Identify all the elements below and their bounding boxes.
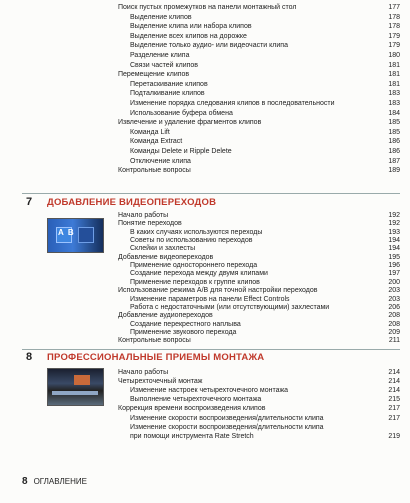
toc-entry-page: 203: [388, 287, 400, 295]
toc-entry-title: Понятие переходов: [118, 220, 182, 228]
toc-entry-page: 215: [388, 396, 400, 404]
toc-entry-page: 183: [388, 90, 400, 98]
footer-label: ОГЛАВЛЕНИЕ: [33, 477, 87, 486]
toc-entry-title: Начало работы: [118, 212, 169, 219]
toc-entry-title: Советы по использованию переходов: [130, 237, 253, 245]
toc-entry-title: Перемещение клипов: [118, 71, 190, 79]
toc-entry-page: 179: [388, 42, 400, 50]
toc-entry-title: Контрольные вопросы: [118, 167, 191, 175]
toc-entry-page: 217: [388, 414, 400, 422]
toc-entry: [118, 70, 400, 79]
toc-entry: [118, 377, 400, 386]
toc-entry: [130, 61, 400, 70]
toc-entry: [118, 404, 400, 413]
toc-entry-title: Выделение клипа или набора клипов: [130, 23, 252, 31]
toc-entry-page: 189: [388, 167, 400, 175]
toc-entry-page: 208: [388, 320, 400, 328]
toc-entry-page: 214: [388, 378, 400, 386]
toc-entry-page: 195: [388, 253, 400, 261]
toc-entry: [118, 3, 400, 12]
chapter-8-title: ПРОФЕССИОНАЛЬНЫЕ ПРИЕМЫ МОНТАЖА: [47, 352, 265, 363]
toc-entry-title: Выполнение четырехточечного монтажа: [130, 396, 262, 404]
toc-entry-title: Четырехточечный монтаж: [118, 378, 203, 386]
toc-entry: [130, 80, 400, 89]
toc-entry: [130, 22, 400, 31]
toc-entry-page: 217: [388, 405, 400, 413]
chapter-8-number: 8: [26, 351, 33, 363]
toc-entry-title: Работа с недостаточными (или отсутствующими) захлестами: [130, 303, 330, 311]
toc-entry-page: 185: [388, 128, 400, 136]
toc-entry: [130, 395, 400, 404]
toc-entry-page: 184: [388, 109, 400, 117]
toc-entry-page: 179: [388, 32, 400, 40]
toc-entry: [118, 368, 400, 377]
toc-entry-title: Контрольные вопросы: [118, 337, 191, 345]
toc-entry-page: 187: [388, 157, 400, 165]
toc-entry-page: 214: [388, 369, 400, 376]
toc-entry-title: Использование режима A/B для точной настройки переходов: [118, 287, 318, 295]
toc-entry-title: Отключение клипа: [130, 157, 191, 165]
toc-entry-title: Команды Delete и Ripple Delete: [130, 148, 232, 155]
page-footer: [22, 476, 87, 487]
toc-entry: [130, 41, 400, 50]
toc-entry: [118, 166, 400, 175]
toc-entry-page: 180: [388, 52, 400, 59]
toc-entry-page: 208: [388, 312, 400, 320]
toc-entry-title: Создание перехода между двумя клипами: [130, 270, 268, 278]
chapter-8-thumbnail: [47, 368, 104, 406]
toc-entry-title: Добавление аудиопереходов: [118, 312, 213, 320]
toc-entry-title: Применение одностороннего перехода: [130, 262, 258, 270]
toc-entry-page: 192: [388, 212, 400, 219]
toc-entry-title: Применение звукового перехода: [130, 328, 237, 336]
chapter-8-rule: [22, 349, 400, 350]
toc-entry: [130, 99, 400, 108]
thumb-label: A B: [58, 228, 74, 237]
toc-entry: [130, 13, 400, 22]
toc-entry-page: 214: [388, 387, 400, 395]
toc-entry: [130, 423, 400, 432]
toc-entry-title: Использование буфера обмена: [130, 109, 233, 117]
toc-entry-title: при помощи инструмента Rate Stretch: [130, 432, 254, 440]
toc-entry: [118, 336, 400, 345]
toc-entry: [130, 147, 400, 156]
toc-entry-title: Перетаскивание клипов: [130, 80, 208, 88]
toc-entry: [118, 118, 400, 127]
toc-entry-title: Выделение клипов: [130, 13, 192, 21]
toc-entry-page: 193: [388, 228, 400, 236]
toc-entry-title: Разделение клипа: [130, 52, 190, 59]
toc-entry-page: 177: [388, 4, 400, 11]
toc-entry-title: Изменение порядка следования клипов в последовательности: [130, 100, 335, 107]
toc-entry-page: 186: [388, 148, 400, 155]
toc-entry-page: 181: [388, 71, 400, 79]
toc-entry: [130, 51, 400, 60]
chapter-7-title: ДОБАВЛЕНИЕ ВИДЕОПЕРЕХОДОВ: [47, 197, 217, 208]
toc-entry: [130, 32, 400, 41]
toc-entry-title: Связи частей клипов: [130, 61, 199, 69]
toc-entry-title: Изменение скорости воспроизведения/длительности клипа: [130, 414, 324, 422]
toc-entry-title: Применение переходов к группе клипов: [130, 278, 260, 286]
toc-entry-title: Склейки и захлесты: [130, 245, 196, 253]
chapter-7-rule: [22, 193, 400, 194]
thumb-clip: [74, 375, 90, 385]
toc-entry-page: 194: [388, 237, 400, 245]
transition-b-block: [78, 227, 94, 243]
toc-entry: [130, 137, 400, 146]
toc-entry: [130, 432, 400, 441]
toc-entry-page: 206: [388, 303, 400, 311]
toc-entry-title: Добавление видеопереходов: [118, 253, 214, 261]
toc-entry-title: Выделение только аудио- или видеочасти клипа: [130, 42, 288, 50]
toc-entry-page: 181: [388, 80, 400, 88]
toc-entry-title: Коррекция времени воспроизведения клипов: [118, 405, 266, 413]
toc-entry-title: Изменение настроек четырехточечного монтажа: [130, 387, 289, 395]
toc-entry-title: Команда Extract: [130, 138, 183, 146]
toc-entry-page: 178: [388, 23, 400, 31]
toc-entry-title: Изменение скорости воспроизведения/длительности клипа: [130, 423, 324, 431]
toc-entry-title: В каких случаях используются переходы: [130, 228, 263, 236]
toc-entry-page: 186: [388, 138, 400, 146]
toc-entry: [130, 386, 400, 395]
toc-entry-page: 203: [388, 295, 400, 303]
toc-entry-title: Извлечение и удаление фрагментов клипов: [118, 119, 262, 127]
toc-entry-page: 219: [388, 432, 400, 440]
toc-entry: [130, 109, 400, 118]
toc-entry-page: 209: [388, 328, 400, 336]
toc-entry: [130, 89, 400, 98]
toc-entry-page: 178: [388, 13, 400, 21]
toc-entry-page: 197: [388, 270, 400, 278]
toc-entry-page: 196: [388, 262, 400, 270]
toc-entry-title: Создание перекрестного наплыва: [130, 320, 241, 328]
chapter-7-thumbnail: [47, 218, 104, 253]
toc-entry: [130, 128, 400, 137]
toc-entry-page: 211: [388, 337, 400, 345]
toc-entry: [130, 414, 400, 423]
toc-entry: [130, 157, 400, 166]
toc-entry-page: 183: [388, 100, 400, 107]
toc-entry-title: Выделение всех клипов на дорожке: [130, 32, 247, 40]
toc-entry-title: Изменение параметров на панели Effect Controls: [130, 295, 290, 303]
toc-entry-title: Поиск пустых промежутков на панели монтажный стол: [118, 4, 297, 11]
footer-page-number: 8: [22, 476, 28, 487]
toc-entry-title: Подталкивание клипов: [130, 90, 205, 98]
toc-entry-page: 200: [388, 278, 400, 286]
toc-entry-page: 192: [388, 220, 400, 228]
toc-entry-page: 194: [388, 245, 400, 253]
thumb-track: [52, 391, 98, 395]
chapter-7-number: 7: [26, 196, 33, 208]
toc-entry-page: 185: [388, 119, 400, 127]
toc-entry-page: 181: [388, 61, 400, 69]
toc-entry-title: Начало работы: [118, 369, 169, 376]
toc-entry-title: Команда Lift: [130, 128, 170, 136]
